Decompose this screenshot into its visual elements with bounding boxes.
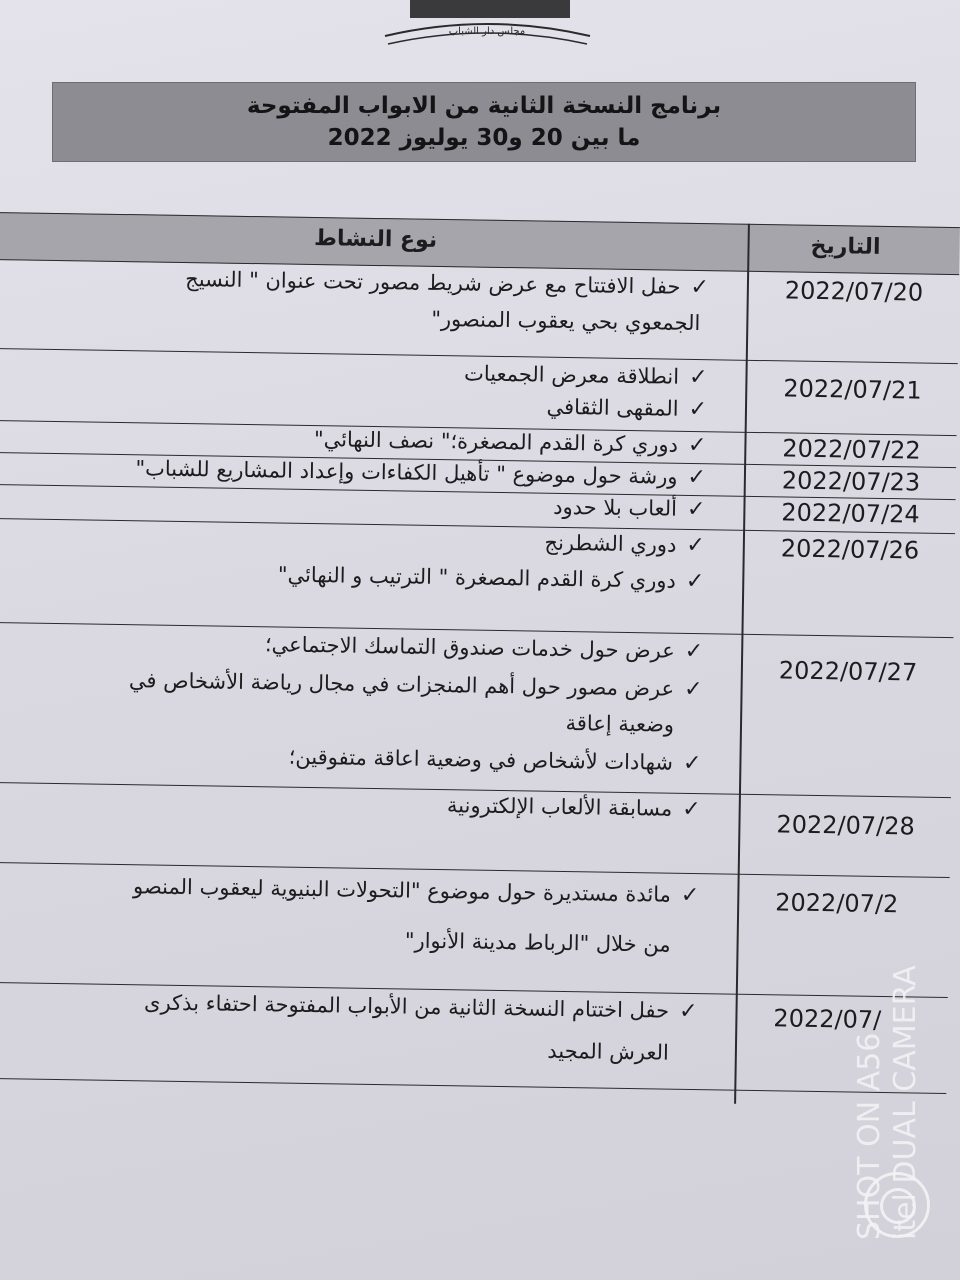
check-icon: ✓ [687,432,707,459]
row-date: 2022/07/21 [783,374,922,405]
activity-item-continued: العرش المجيد [547,1038,670,1065]
watermark-line-1: SHOT ON A56 [852,1032,887,1240]
activity-item: ✓دوري الشطرنج [544,530,706,559]
row-date: 2022/07/23 [781,466,921,497]
activity-item: ✓ورشة حول موضوع " تأهيل الكفاءات وإعداد المشاريع للشباب" [135,456,707,491]
activity-item: ✓حفل الافتتاح مع عرض شريط مصور تحت عنوان " النسيج [185,266,710,301]
row-date: 2022/07/24 [781,498,920,529]
page-title: برنامج النسخة الثانية من الابواب المفتوحة [246,93,722,119]
program-table [0,212,960,1107]
check-icon: ✓ [685,568,705,595]
table-row [0,622,953,798]
logo-text: مجلس دار الشباب [448,26,526,37]
row-date: 2022/07/ [773,1004,882,1035]
check-icon: ✓ [688,364,708,391]
table-row [0,862,950,998]
check-icon: ✓ [683,676,703,703]
row-date: 2022/07/22 [782,434,921,465]
activity-item: ✓ألعاب بلا حدود [553,494,706,523]
activity-item-continued: من خلال "الرباط مدينة الأنوار" [404,928,671,957]
check-icon: ✓ [688,396,708,423]
row-date: 2022/07/2 [775,888,899,919]
activity-item-continued: الجمعوي بحي يعقوب المنصور" [431,306,701,336]
row-date: 2022/07/27 [778,656,918,687]
title-banner [52,82,916,162]
activity-item: ✓دوري كرة القدم المصغرة " الترتيب و النهائي" [277,562,705,595]
table-row [0,982,948,1094]
check-icon: ✓ [680,882,700,909]
activity-item: ✓عرض حول خدمات صندوق التماسك الاجتماعي؛ [264,632,704,665]
check-icon: ✓ [678,998,698,1025]
activity-item: ✓انطلاقة معرض الجمعيات [463,361,708,391]
table-row [0,518,955,638]
activity-item-continued: وضعية إعاقة [565,711,675,737]
activity-item: ✓حفل اختتام النسخة الثانية من الأبواب المفتوحة احتفاء بذكرى [143,990,698,1025]
watermark-line-2: itel DUAL CAMERA [888,965,923,1240]
check-icon: ✓ [684,638,704,665]
column-header-activity: نوع النشاط [313,226,438,253]
check-icon: ✓ [682,750,702,777]
row-date: 2022/07/28 [776,810,916,841]
row-date: 2022/07/26 [780,534,920,565]
check-icon: ✓ [682,796,701,823]
activity-item: ✓دوري كرة القدم المصغرة؛" نصف النهائي" [313,427,707,459]
camera-watermark [852,965,924,1240]
activity-item: ✓المقهى الثقافي [546,394,708,423]
column-header-date: التاريخ [810,233,881,260]
activity-item: ✓عرض مصور حول أهم المنجزات في مجال رياضة الأشخاص في [128,668,703,703]
table-row [0,258,959,364]
activity-item: ✓مائدة مستديرة حول موضوع "التحولات البنيوية ليعقوب المنصو [132,874,700,909]
check-icon: ✓ [686,532,706,559]
logo [380,0,595,48]
check-icon: ✓ [687,464,707,491]
activity-item: ✓مسابقة الألعاب الإلكترونية [446,793,701,823]
activity-item: ✓شهادات لأشخاص في وضعية اعاقة متفوقين؛ [288,744,702,777]
check-icon: ✓ [690,274,710,301]
row-date: 2022/07/20 [784,276,924,307]
check-icon: ✓ [686,496,706,523]
page-subtitle: ما بين 20 و30 يوليوز 2022 [327,125,641,151]
